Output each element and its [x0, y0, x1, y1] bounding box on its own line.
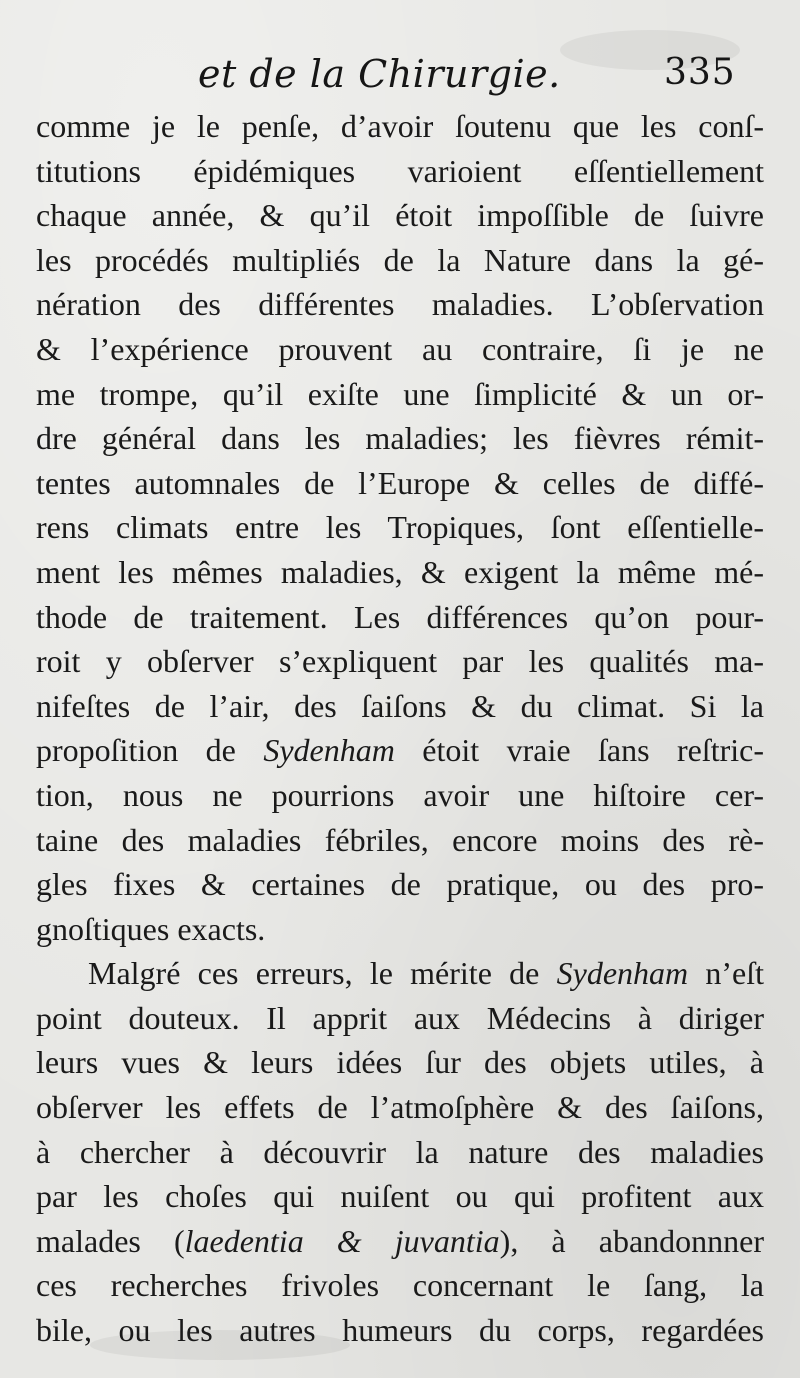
latin-term: laedentia & juvantia: [184, 1222, 500, 1259]
text-line: nifeſtes de l’air, des ſaiſons & du climat. Si la: [36, 687, 764, 724]
text-line: chaque année, & qu’il étoit impoſſible de ſuivre: [36, 197, 764, 234]
text-line: à chercher à découvrir la nature des maladies: [36, 1133, 764, 1170]
text-line: rens climats entre les Tropiques, ſont eſſentielle-: [36, 509, 764, 546]
text-line: dre général dans les maladies; les fièvres rémit-: [36, 420, 764, 457]
text-line: tion, nous ne pourrions avoir une hiſtoire cer-: [36, 776, 764, 813]
text-line: comme je le penſe, d’avoir ſoutenu que les conſ-: [36, 108, 764, 144]
body-text: [36, 104, 764, 1353]
running-title: et de la Chirurgie.: [198, 52, 561, 96]
author-name: Sydenham: [263, 732, 395, 769]
text-line: propoſition de Sydenham étoit vraie ſans reſtric-: [36, 732, 765, 769]
text-line: bile, ou les autres humeurs du corps, regardées: [36, 1312, 764, 1349]
text-line: obſerver les effets de l’atmoſphère & des ſaiſons,: [36, 1089, 764, 1126]
text-line: Malgré ces erreurs, le mérite de Sydenham n’eſt: [88, 955, 765, 992]
text-line: par les choſes qui nuiſent ou qui profitent aux: [36, 1178, 764, 1215]
text-line: me trompe, qu’il exiſte une ſimplicité & un or-: [36, 375, 764, 412]
text-line: gnoſtiques exacts.: [36, 910, 266, 947]
text-line: les procédés multipliés de la Nature dans la gé-: [36, 241, 764, 278]
text-line: ces recherches frivoles concernant le ſang, la: [36, 1267, 764, 1304]
text-line: roit y obſerver s’expliquent par les qualités ma-: [36, 643, 764, 680]
text-line: taine des maladies fébriles, encore moins des rè-: [36, 821, 764, 858]
text-line: nération des différentes maladies. L’obſervation: [36, 286, 764, 323]
text-line: & l’expérience prouvent au contraire, ſi je ne: [36, 330, 764, 367]
text-line: leurs vues & leurs idées ſur des objets utiles, à: [36, 1044, 764, 1081]
text-line: gles fixes & certaines de pratique, ou des pro-: [36, 866, 764, 903]
text-line: tentes automnales de l’Europe & celles de diffé-: [36, 464, 764, 501]
running-head: [0, 52, 800, 102]
text-line: malades (laedentia & juvantia), à abandonnner: [36, 1222, 765, 1259]
text-line: ment les mêmes maladies, & exigent la même mé-: [36, 553, 764, 590]
page-number: 335: [664, 52, 736, 93]
text-line: point douteux. Il apprit aux Médecins à diriger: [36, 999, 764, 1036]
text-line: titutions épidémiques varioient eſſentiellement: [36, 152, 764, 189]
author-name: Sydenham: [556, 955, 689, 992]
text-line: thode de traitement. Les différences qu’on pour-: [36, 598, 764, 635]
